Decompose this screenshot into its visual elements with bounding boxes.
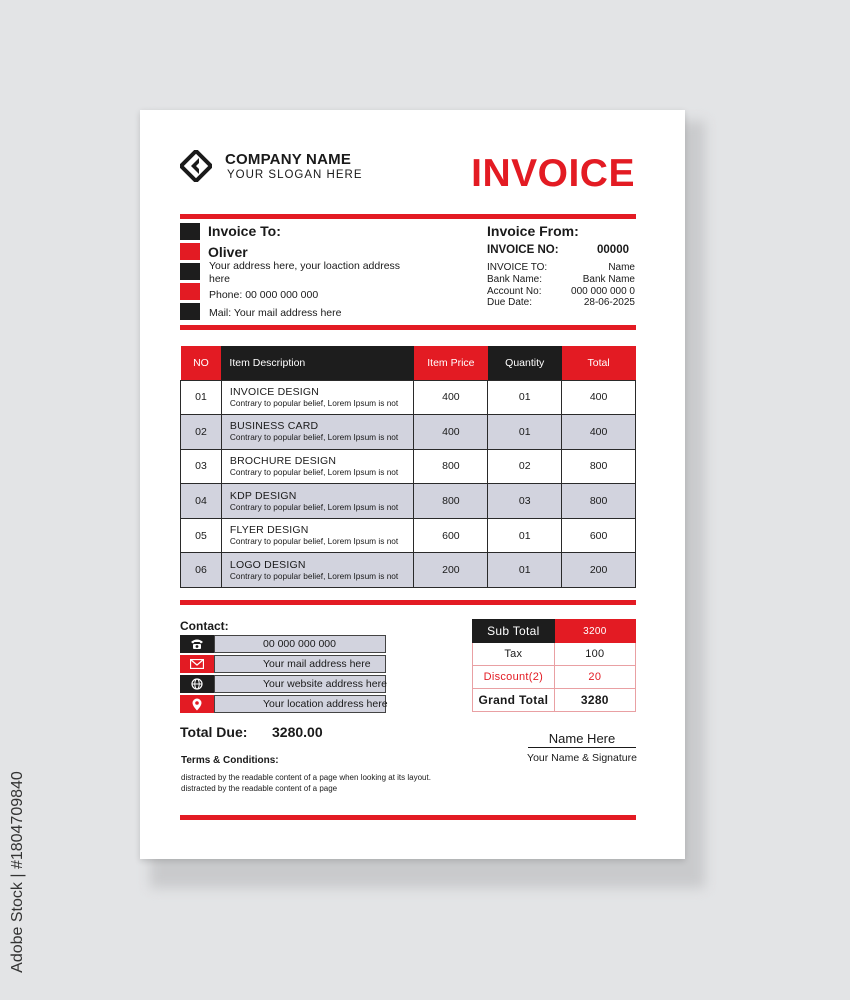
row-description: [221, 484, 414, 519]
item-title: KDP DESIGN: [229, 489, 297, 502]
contact-mail-row: [180, 655, 386, 673]
row-no: 03: [181, 449, 222, 484]
tax-value: 100: [554, 643, 635, 666]
contact-website-row: [180, 675, 386, 693]
top-divider: [180, 214, 636, 219]
row-description: [221, 449, 414, 484]
decor-square: [180, 263, 200, 280]
row-quantity: 01: [488, 553, 562, 588]
globe-icon: [180, 675, 214, 693]
row-description: [221, 415, 414, 450]
invoice-to-heading: Invoice To:: [208, 223, 281, 239]
col-header-price: Item Price: [414, 346, 488, 380]
row-no: 01: [181, 380, 222, 415]
phone-icon: [180, 635, 214, 653]
table-row: [181, 380, 636, 415]
stock-watermark-id: [8, 752, 28, 992]
item-subtitle: Contrary to popular belief, Lorem Ipsum is not: [229, 466, 399, 477]
row-quantity: 03: [488, 484, 562, 519]
company-slogan: YOUR SLOGAN HERE: [227, 169, 363, 181]
location-pin-icon: [180, 695, 214, 713]
contact-heading: Contact:: [180, 619, 229, 633]
row-total: 600: [562, 518, 636, 553]
signature-caption: Your Name & Signature: [527, 752, 637, 764]
row-description: [221, 553, 414, 588]
meta-value: 28-06-2025: [583, 297, 635, 309]
row-total: 400: [562, 415, 636, 450]
table-header-row: [181, 346, 636, 380]
item-title: LOGO DESIGN: [229, 558, 306, 571]
meta-label: Account No:: [487, 285, 542, 297]
stock-id-text: Adobe Stock | #1804709840: [9, 771, 26, 973]
lower-divider: [180, 600, 636, 605]
decor-square: [180, 283, 200, 300]
row-price: 800: [414, 449, 488, 484]
items-table: [180, 346, 636, 588]
terms-heading: Terms & Conditions:: [181, 755, 279, 766]
contact-location: Your location address here: [214, 695, 386, 713]
mail-icon: [180, 655, 214, 673]
decor-square: [180, 223, 200, 240]
tax-row: [473, 643, 636, 666]
grand-total-row: [473, 689, 636, 712]
discount-label: Discount(2): [473, 666, 555, 689]
subtotal-row: [473, 620, 636, 643]
invoice-meta-values: [571, 262, 635, 309]
signature-name: Name Here: [548, 731, 616, 746]
item-subtitle: Contrary to popular belief, Lorem Ipsum is not: [229, 501, 399, 512]
row-price: 400: [414, 380, 488, 415]
row-total: 400: [562, 380, 636, 415]
subtotal-value: 3200: [554, 620, 635, 643]
table-row: [181, 415, 636, 450]
meta-value: 000 000 000 0: [571, 285, 635, 297]
invoice-from-heading: Invoice From:: [487, 223, 579, 239]
meta-label: Due Date:: [487, 297, 533, 309]
terms-line: distracted by the readable content of a page when looking at its layout.: [181, 773, 431, 782]
col-header-description: Item Description: [221, 346, 414, 380]
item-title: INVOICE DESIGN: [229, 385, 320, 398]
client-mail: Mail: Your mail address here: [209, 307, 342, 319]
decor-square: [180, 243, 200, 260]
table-row: [181, 449, 636, 484]
subtotal-label: Sub Total: [473, 620, 555, 643]
row-description: [221, 518, 414, 553]
row-price: 200: [414, 553, 488, 588]
row-total: 200: [562, 553, 636, 588]
grand-total-label: Grand Total: [473, 689, 555, 712]
invoice-number-value: 00000: [597, 244, 629, 256]
item-title: BROCHURE DESIGN: [229, 454, 337, 467]
discount-value: 20: [554, 666, 635, 689]
company-name: COMPANY NAME: [225, 151, 352, 168]
item-subtitle: Contrary to popular belief, Lorem Ipsum is not: [229, 432, 399, 443]
total-due-value: 3280.00: [272, 724, 323, 740]
row-no: 02: [181, 415, 222, 450]
summary-table: [472, 619, 636, 712]
tax-label: Tax: [473, 643, 555, 666]
contact-website: Your website address here: [214, 675, 386, 693]
row-total: 800: [562, 484, 636, 519]
client-name: Oliver: [208, 244, 248, 260]
row-description: [221, 380, 414, 415]
meta-label: Bank Name:: [487, 273, 543, 285]
meta-value: Name: [608, 262, 635, 273]
invoice-meta-labels: [487, 262, 547, 309]
table-row: [181, 484, 636, 519]
contact-location-row: [180, 695, 386, 713]
col-header-quantity: Quantity: [488, 346, 562, 380]
item-title: FLYER DESIGN: [229, 524, 309, 537]
meta-value: Bank Name: [582, 273, 635, 285]
invoice-title: INVOICE: [471, 152, 635, 195]
row-quantity: 01: [488, 380, 562, 415]
contact-mail: Your mail address here: [214, 655, 386, 673]
row-no: 05: [181, 518, 222, 553]
table-row: [181, 553, 636, 588]
table-row: [181, 518, 636, 553]
row-total: 800: [562, 449, 636, 484]
bottom-divider: [180, 815, 636, 820]
terms-text: [181, 772, 431, 794]
invoice-number-label: INVOICE NO:: [487, 244, 559, 256]
row-quantity: 01: [488, 415, 562, 450]
item-subtitle: Contrary to popular belief, Lorem Ipsum is not: [229, 570, 399, 581]
row-no: 04: [181, 484, 222, 519]
item-subtitle: Contrary to popular belief, Lorem Ipsum is not: [229, 536, 399, 547]
col-header-no: NO: [181, 346, 222, 380]
row-price: 800: [414, 484, 488, 519]
meta-label: INVOICE TO:: [487, 262, 548, 273]
contact-phone: 00 000 000 000: [214, 635, 386, 653]
terms-line: distracted by the readable content of a page: [181, 784, 338, 793]
total-due-label: Total Due:: [180, 724, 248, 740]
mid-divider: [180, 325, 636, 330]
client-address: Your address here, your loaction address here: [209, 260, 401, 285]
decor-square: [180, 303, 200, 320]
client-phone: Phone: 00 000 000 000: [209, 289, 319, 301]
signature-line: [528, 747, 636, 748]
row-price: 400: [414, 415, 488, 450]
item-subtitle: Contrary to popular belief, Lorem Ipsum is not: [229, 397, 399, 408]
company-logo-icon: [180, 150, 212, 182]
row-quantity: 02: [488, 449, 562, 484]
discount-row: [473, 666, 636, 689]
grand-total-value: 3280: [554, 689, 635, 712]
col-header-total: Total: [562, 346, 636, 380]
row-no: 06: [181, 553, 222, 588]
row-quantity: 01: [488, 518, 562, 553]
invoice-page: [140, 110, 685, 859]
contact-phone-row: [180, 635, 386, 653]
row-price: 600: [414, 518, 488, 553]
item-title: BUSINESS CARD: [229, 420, 319, 433]
